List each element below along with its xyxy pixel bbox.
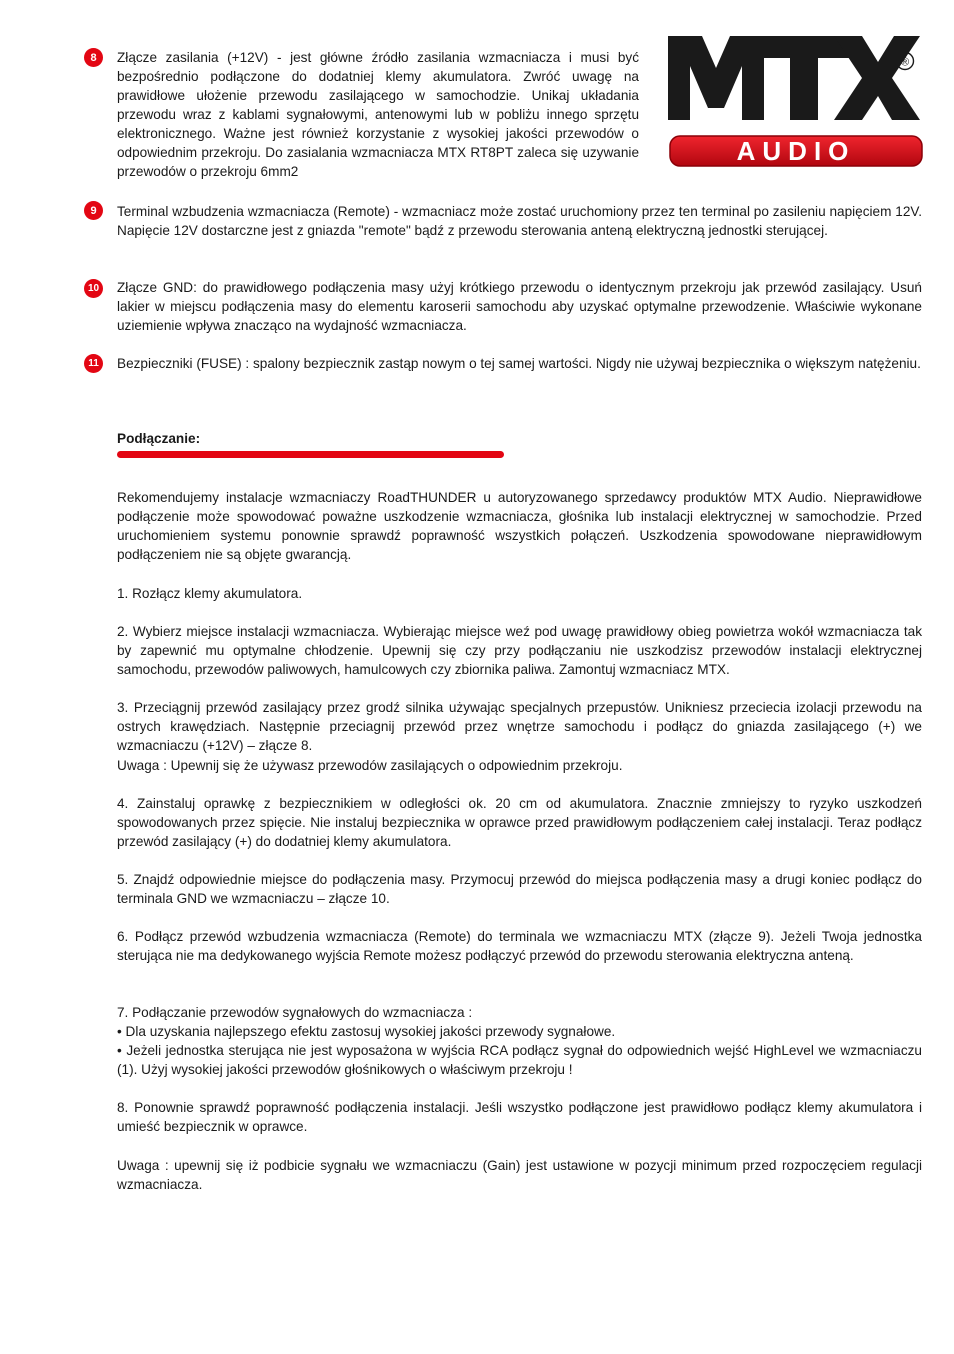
logo-audio-text: AUDIO: [736, 136, 856, 166]
item-8-text: Złącze zasilania (+12V) - jest główne źródło zasilania wzmacniacza i musi być bezpośrednio podłączone do dodatniej klemy akumulatora. Zwróć uwagę na prawidłowe ułożenie przewodu zasilającego w samochodzie. Unikaj układania przewodu wraz z kablami sygnałowymi, antenowymi lub w pobliżu innego sprzętu elektronicznego. Ważne jest również korzystanie z wysokiej jakości przewodów o odpowiednim przekroju. Do zasialania wzmacniacza MTX RT8PT zaleca się uzywanie przewodów o przekroju 6mm2: [117, 50, 639, 179]
mtx-audio-logo: [658, 28, 928, 184]
item-number-badge: 8: [84, 48, 103, 67]
item-10-text: Złącze GND: do prawidłowego podłączenia masy użyj krótkiego przewodu o identycznym przekroju jak przewód zasilający. Usuń lakier w miejscu podłączenia masy do elementu karoserii samochodu aby uzyskać optymalne przewodzenie. Właściwie wykonane uziemienie wpływa znacząco na wydajność wzmacniacza.: [117, 280, 922, 333]
step-7-bullet-1: • Dla uzyskania najlepszego efektu zastosuj wysokiej jakości przewody sygnałowe.: [117, 1024, 616, 1039]
registered-mark: ®: [900, 56, 910, 69]
item-number-badge: 9: [84, 201, 103, 220]
step-7: 7. Podłączanie przewodów sygnałowych do wzmacniacza :: [117, 1005, 473, 1020]
step-7-bullet-2: • Jeżeli jednostka sterująca nie jest wyposażona w wyjścia RCA podłącz sygnał do odpowiednich wejść HighLevel we wzmacniaczu (1). Użyj wysokiej jakości przewodów głośnikowych o właściwym przekroju !: [117, 1043, 922, 1077]
step-3-note: Uwaga : Upewnij się że używasz przewodów zasilających o odpowiednim przekroju.: [117, 758, 623, 773]
section-underline: [117, 451, 504, 458]
step-3: 3. Przeciągnij przewód zasilający przez grodź silnika używając specjalnych przepustów. Unikniesz przeciecia izolacji przewodu na ostrych krawędziach. Następnie przeciagnij przewód przez wnętrze samochodu i podłącz do gniazda zasilającego (+) we wzmacniaczu (+12V) – złącze 8.: [117, 700, 922, 753]
item-number-badge: 11: [84, 354, 103, 373]
item-11-text: Bezpieczniki (FUSE) : spalony bezpiecznik zastąp nowym o tej samej wartości. Nigdy nie używaj bezpiecznika o większym natężeniu.: [117, 356, 921, 371]
step-4: 4. Zainstaluj oprawkę z bezpiecznikiem w odległości ok. 20 cm od akumulatora. Znacznie zmniejszy to ryzyko uszkodzeń spowodowanych przez spięcie. Nie instaluj bezpiecznika w oprawce przed prawidłowym podłączeniem całej instalacji. Teraz podłącz przewód zasilający (+) do dodatniej klemy akumulatora.: [117, 796, 922, 849]
section-title: Podłączanie:: [117, 431, 201, 446]
item-number-badge: 10: [84, 279, 103, 298]
step-6: 6. Podłącz przewód wzbudzenia wzmacniacza (Remote) do terminala we wzmacniaczu MTX (złącze 9). Jeżeli Twoja jednostka sterująca nie ma dedykowanego wyjścia Remote możesz podłączyć przewód do przewodu sterowania elektryczna anteną.: [117, 929, 922, 963]
step-8: 8. Ponownie sprawdź poprawność podłączenia instalacji. Jeśli wszystko podłączone jest prawidłowo podłącz klemy akumulatora i umieść bezpiecznik w oprawce.: [117, 1100, 922, 1134]
step-1: 1. Rozłącz klemy akumulatora.: [117, 586, 303, 601]
item-9-text: Terminal wzbudzenia wzmacniacza (Remote) - wzmacniacz może zostać uruchomiony przez ten terminal po zasileniu napięciem 12V. Napięcie 12V dostarczne jest z gniazda "remote" bądź z przewodu sterowania anteną elektryczną jednostki sterującej.: [117, 204, 922, 238]
intro-paragraph: Rekomendujemy instalacje wzmacniaczy RoadTHUNDER u autoryzowanego sprzedawcy produktów MTX Audio. Nieprawidłowe podłączenie może spowodować poważne uszkodzenie wzmacniacza, głośnika lub instalacji elektrycznej w samochodzie. Przed uruchomieniem systemu ponownie sprawdź poprawność wszystkich połączeń. Uszkodzenia spowodowane nieprawidłowym podłączeniem nie są objęte gwarancją.: [117, 490, 922, 562]
final-note: Uwaga : upewnij się iż podbicie sygnału we wzmacniaczu (Gain) jest ustawione w pozycji minimum przed rozpoczęciem regulacji wzmacniacza.: [117, 1158, 922, 1192]
step-2: 2. Wybierz miejsce instalacji wzmacniacza. Wybierając miejsce weź pod uwagę prawidłowy obieg powietrza wokół wzmacniacza tak by zapewnić mu optymalne chłodzenie. Upewnij się czy przy podłączaniu nie uszkodzisz przewodów instalacji elektrycznej samochodu, przewodów paliwowych, hamulcowych czy zbiornika paliwa. Zamontuj wzmacniacz MTX.: [117, 624, 922, 677]
step-5: 5. Znajdź odpowiednie miejsce do podłączenia masy. Przymocuj przewód do miejsca podłączenia masy a drugi koniec podłącz do terminala GND we wzmacniaczu – złącze 10.: [117, 872, 922, 906]
